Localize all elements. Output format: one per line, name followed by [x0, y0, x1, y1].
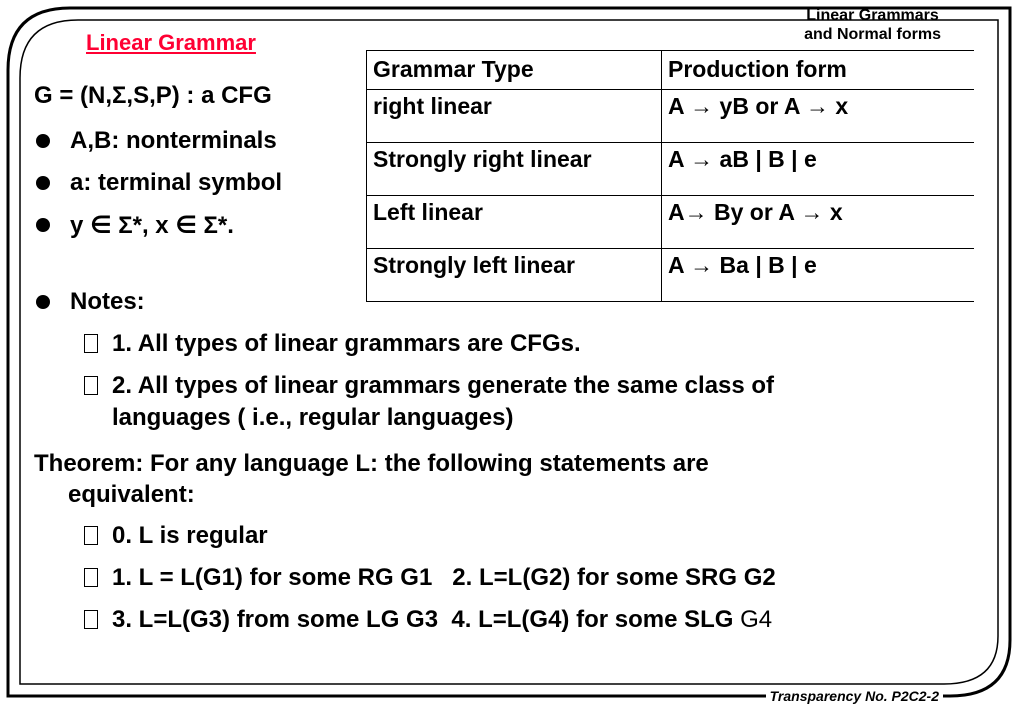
- note-text: 1. All types of linear grammars are CFGs.: [112, 330, 581, 357]
- header-title: [804, 6, 941, 44]
- table-row: [367, 196, 975, 249]
- theorem-text: [34, 448, 994, 510]
- theorem-item-tail: G4: [740, 606, 773, 633]
- bullet-dot-icon: [36, 295, 50, 309]
- sub-bullet-icon: [84, 376, 98, 395]
- grammar-types-table: [366, 50, 974, 302]
- theorem-line-2: equivalent:: [68, 481, 195, 508]
- header-line-1: Linear Grammars: [806, 7, 939, 24]
- bullet-item: [34, 120, 282, 162]
- table-header-cell: Grammar Type: [367, 51, 662, 90]
- theorem-item: [84, 606, 772, 634]
- grammar-definition: G = (N,Σ,S,P) : a CFG: [34, 82, 272, 109]
- table-row: [367, 143, 975, 196]
- table-header-cell: Production form: [662, 51, 975, 90]
- note-text: 2. All types of linear grammars generate the same class of: [112, 372, 775, 399]
- table-cell: A→ By or A → x: [662, 196, 975, 249]
- bullet-item: [34, 204, 282, 246]
- sub-bullet-icon: [84, 334, 98, 353]
- bullet-dot-icon: [36, 218, 50, 232]
- sub-bullet-icon: [84, 526, 98, 545]
- theorem-item-text: 3. L=L(G3) from some LG G3 4. L=L(G4) for some SLG: [112, 606, 734, 633]
- table-cell: A → Ba | B | e: [662, 249, 975, 302]
- header-line-2: and Normal forms: [804, 26, 941, 43]
- bullet-text: y ∈ Σ*, x ∈ Σ*.: [70, 211, 234, 239]
- bullet-dot-icon: [36, 176, 50, 190]
- theorem-item: [84, 522, 268, 550]
- bullet-dot-icon: [36, 134, 50, 148]
- theorem-item-text: 1. L = L(G1) for some RG G1 2. L=L(G2) for some SRG G2: [112, 564, 776, 591]
- table-cell: A → aB | B | e: [662, 143, 975, 196]
- footer-transparency-number: Transparency No. P2C2-2: [766, 688, 943, 704]
- bullet-text: a: terminal symbol: [70, 169, 283, 196]
- table-cell: Strongly left linear: [367, 249, 662, 302]
- table-cell: right linear: [367, 90, 662, 143]
- theorem-line-1: Theorem: For any language L: the following statements are: [34, 450, 709, 477]
- table-cell: Left linear: [367, 196, 662, 249]
- bullet-list: [34, 120, 282, 246]
- table-cell: Strongly right linear: [367, 143, 662, 196]
- table-cell: A → yB or A → x: [662, 90, 975, 143]
- bullet-text: A,B: nonterminals: [70, 127, 277, 154]
- table-row: [367, 90, 975, 143]
- theorem-item: [84, 564, 776, 592]
- notes-heading: [34, 288, 145, 316]
- notes-label: Notes:: [70, 288, 145, 315]
- bullet-item: [34, 162, 282, 204]
- theorem-item-text: 0. L is regular: [112, 522, 268, 549]
- slide-title: Linear Grammar: [86, 30, 256, 55]
- sub-bullet-icon: [84, 610, 98, 629]
- table-header-row: [367, 51, 975, 90]
- sub-bullet-icon: [84, 568, 98, 587]
- note-item: [84, 372, 774, 400]
- note-item: [84, 330, 581, 358]
- note-text-continued: languages ( i.e., regular languages): [112, 404, 514, 431]
- table-row: [367, 249, 975, 302]
